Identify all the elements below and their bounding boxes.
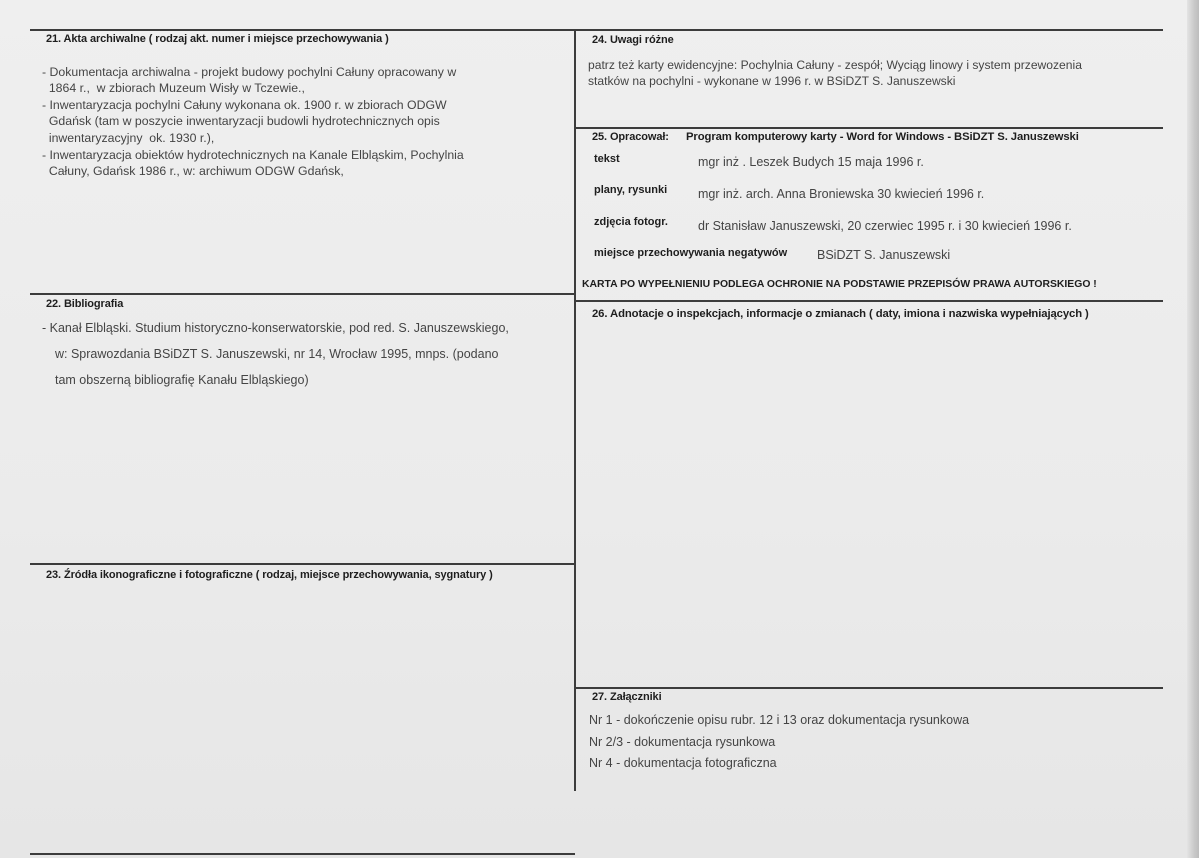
section-24-line: statków na pochylni - wykonane w 1996 r. w BSiDZT S. Januszewski	[588, 74, 956, 88]
author-value-photos: dr Stanisław Januszewski, 20 czerwiec 1995 r. i 30 kwiecień 1996 r.	[698, 219, 1072, 233]
section-27-header: 27. Załączniki	[592, 691, 662, 703]
section-27-line: Nr 2/3 - dokumentacja rysunkowa	[589, 735, 776, 749]
rule-25	[575, 127, 1163, 129]
section-21-line: inwentaryzacyjny ok. 1930 r.),	[42, 130, 215, 145]
section-22-header: 22. Bibliografia	[46, 298, 124, 310]
section-27-line: Nr 1 - dokończenie opisu rubr. 12 i 13 oraz dokumentacja rysunkowa	[589, 713, 970, 727]
copyright-notice: KARTA PO WYPEŁNIENIU PODLEGA OCHRONIE NA PODSTAWIE PRZEPISÓW PRAWA AUTORSKIEGO !	[582, 279, 1097, 290]
section-24-line: patrz też karty ewidencyjne: Pochylnia Całuny - zespół; Wyciąg linowy i system przewozenia	[588, 58, 1082, 72]
section-21-line: - Inwentaryzacja obiektów hydrotechnicznych na Kanale Elbląskim, Pochylnia	[42, 147, 464, 162]
rule-27	[575, 687, 1163, 689]
top-rule	[30, 29, 1163, 31]
author-label-text: tekst	[594, 153, 620, 165]
rule-23	[30, 563, 575, 565]
section-22-line: w: Sprawozdania BSiDZT S. Januszewski, nr 14, Wrocław 1995, mnps. (podano	[55, 347, 499, 361]
author-label-drawings: plany, rysunki	[594, 184, 668, 196]
section-25-header: 25. Opracował:	[592, 131, 669, 143]
section-27-line: Nr 4 - dokumentacja fotograficzna	[589, 756, 777, 770]
section-21-line: - Dokumentacja archiwalna - projekt budowy pochylni Całuny opracowany w	[42, 64, 457, 79]
section-23-header: 23. Źródła ikonograficzne i fotograficzne ( rodzaj, miejsce przechowywania, sygnatury )	[46, 569, 493, 581]
section-25-software: Program komputerowy karty - Word for Windows - BSiDZT S. Januszewski	[686, 131, 1079, 143]
section-21-line: - Inwentaryzacja pochylni Całuny wykonana ok. 1900 r. w zbiorach ODGW	[42, 97, 447, 112]
section-21-line: Całuny, Gdańsk 1986 r., w: archiwum ODGW Gdańsk,	[42, 164, 344, 179]
author-value-text: mgr inż . Leszek Budych 15 maja 1996 r.	[698, 155, 924, 169]
center-divider	[574, 29, 576, 791]
section-21-header: 21. Akta archiwalne ( rodzaj akt. numer i miejsce przechowywania )	[46, 33, 389, 45]
section-22-line: - Kanał Elbląski. Studium historyczno-konserwatorskie, pod red. S. Januszewskiego,	[42, 321, 509, 335]
author-value-drawings: mgr inż. arch. Anna Broniewska 30 kwiecień 1996 r.	[698, 187, 985, 201]
section-26-header: 26. Adnotacje o inspekcjach, informacje o zmianach ( daty, imiona i nazwiska wypełniających )	[592, 308, 1089, 320]
section-24-header: 24. Uwagi różne	[592, 34, 674, 46]
section-21-line: Gdańsk (tam w poszycie inwentaryzacji budowli hydrotechnicznych opis	[42, 114, 440, 129]
rule-26	[575, 300, 1163, 302]
author-label-photos: zdjęcia fotogr.	[594, 216, 668, 228]
section-21-body	[42, 47, 464, 196]
author-value-negatives: BSiDZT S. Januszewski	[817, 248, 951, 262]
section-21-line: 1864 r., w zbiorach Muzeum Wisły w Tczewie.,	[42, 81, 305, 96]
rule-22	[30, 293, 575, 295]
bottom-rule	[30, 853, 575, 855]
author-label-negatives: miejsce przechowywania negatywów	[594, 247, 788, 259]
card-edge	[1187, 0, 1199, 858]
section-22-line: tam obszerną bibliografię Kanału Elbląskiego)	[55, 373, 309, 387]
